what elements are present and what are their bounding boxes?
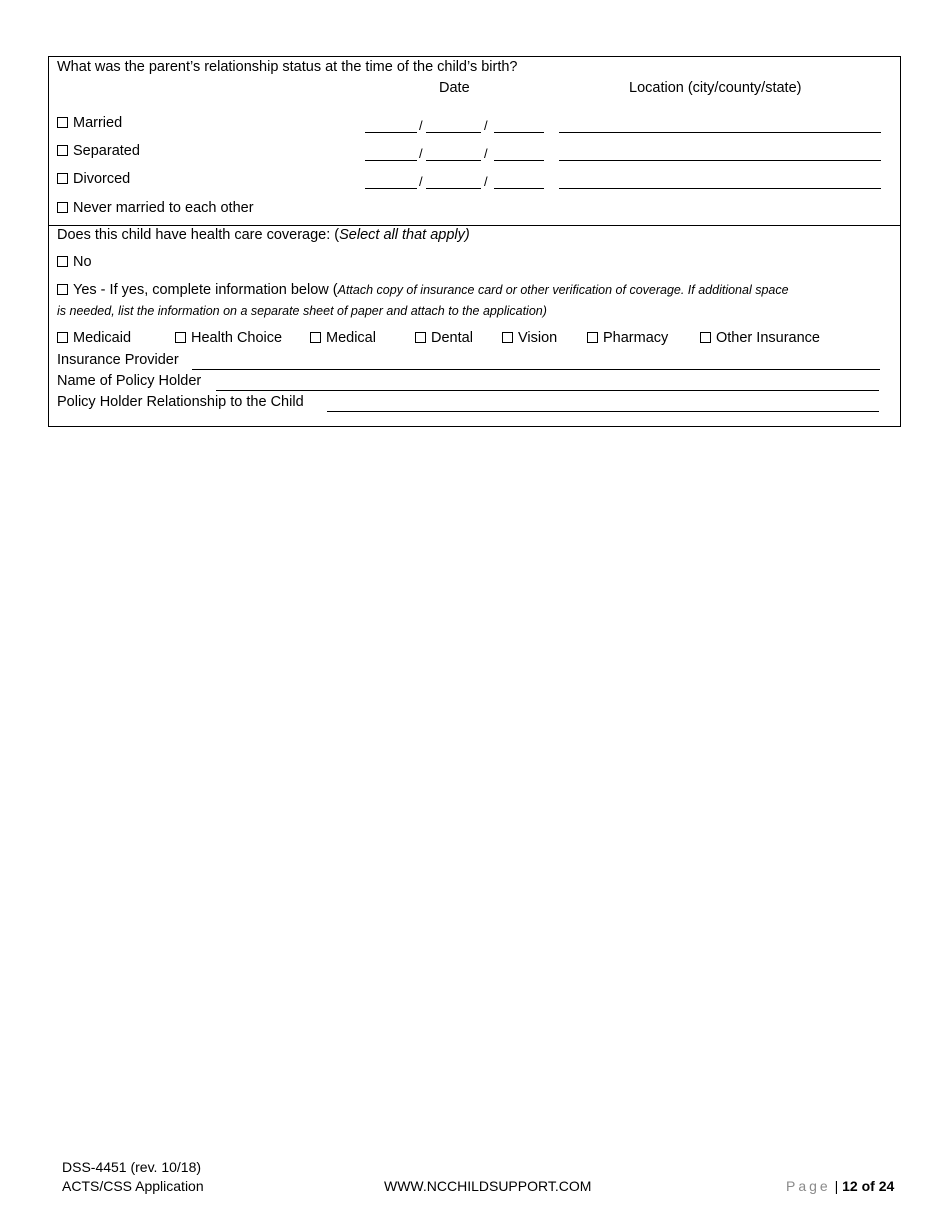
policy-relationship-label: Policy Holder Relationship to the Child xyxy=(57,394,304,410)
separated-location-field[interactable] xyxy=(559,160,881,161)
policy-holder-label: Name of Policy Holder xyxy=(57,373,202,389)
date-column-header: Date xyxy=(439,80,470,96)
pharmacy-checkbox[interactable] xyxy=(587,332,598,343)
divorced-date-month-field[interactable] xyxy=(365,188,417,189)
medicaid-option[interactable] xyxy=(57,330,131,346)
coverage-no-label: No xyxy=(73,254,92,270)
never-married-option[interactable] xyxy=(57,200,254,216)
vision-option[interactable] xyxy=(502,330,557,346)
separated-date-month-field[interactable] xyxy=(365,160,417,161)
form-number: DSS-4451 (rev. 10/18) xyxy=(62,1159,202,1175)
separated-checkbox[interactable] xyxy=(57,145,68,156)
date-separator: / xyxy=(484,146,488,161)
location-column-header: Location (city/county/state) xyxy=(629,80,802,96)
divorced-label: Divorced xyxy=(73,171,131,187)
coverage-question-text: Does this child have health care coverage: ( xyxy=(57,227,340,243)
section-divider xyxy=(49,225,900,226)
divorced-date-year-field[interactable] xyxy=(494,188,544,189)
divorced-checkbox[interactable] xyxy=(57,173,68,184)
dental-checkbox[interactable] xyxy=(415,332,426,343)
coverage-question xyxy=(57,227,470,243)
other-insurance-label: Other Insurance xyxy=(716,330,820,346)
date-separator: / xyxy=(419,146,423,161)
coverage-no-checkbox[interactable] xyxy=(57,256,68,267)
never-married-label: Never married to each other xyxy=(73,200,254,216)
date-separator: / xyxy=(419,174,423,189)
vision-checkbox[interactable] xyxy=(502,332,513,343)
medical-checkbox[interactable] xyxy=(310,332,321,343)
dental-option[interactable] xyxy=(415,330,473,346)
policy-holder-field[interactable] xyxy=(216,390,879,391)
married-option[interactable] xyxy=(57,115,122,131)
medical-option[interactable] xyxy=(310,330,376,346)
website-link[interactable]: WWW.NCCHILDSUPPORT.COM xyxy=(384,1178,592,1194)
pharmacy-label: Pharmacy xyxy=(603,330,669,346)
page-indicator xyxy=(786,1178,894,1194)
divorced-option[interactable] xyxy=(57,171,130,187)
separated-date-year-field[interactable] xyxy=(494,160,544,161)
coverage-yes-label: Yes - If yes, complete information below ( xyxy=(73,282,338,298)
married-date-month-field[interactable] xyxy=(365,132,417,133)
relationship-question: What was the parent’s relationship status at the time of the child’s birth? xyxy=(57,59,518,75)
coverage-question-italic: Select all that apply) xyxy=(339,227,470,243)
page-number: 12 of 24 xyxy=(842,1178,895,1194)
health-choice-option[interactable] xyxy=(175,330,282,346)
form-name: ACTS/CSS Application xyxy=(62,1178,204,1194)
vision-label: Vision xyxy=(518,330,558,346)
health-choice-checkbox[interactable] xyxy=(175,332,186,343)
never-married-checkbox[interactable] xyxy=(57,202,68,213)
other-insurance-option[interactable] xyxy=(700,330,820,346)
separated-option[interactable] xyxy=(57,143,140,159)
divorced-location-field[interactable] xyxy=(559,188,881,189)
pharmacy-option[interactable] xyxy=(587,330,668,346)
divorced-date-day-field[interactable] xyxy=(426,188,481,189)
married-location-field[interactable] xyxy=(559,132,881,133)
date-separator: / xyxy=(484,174,488,189)
medicaid-label: Medicaid xyxy=(73,330,132,346)
other-insurance-checkbox[interactable] xyxy=(700,332,711,343)
health-choice-label: Health Choice xyxy=(191,330,283,346)
medicaid-checkbox[interactable] xyxy=(57,332,68,343)
page-word: Page xyxy=(786,1178,831,1194)
coverage-yes-note-line1: Attach copy of insurance card or other verification of coverage. If additional space xyxy=(337,283,789,297)
page-separator: | xyxy=(834,1178,839,1194)
married-checkbox[interactable] xyxy=(57,117,68,128)
separated-label: Separated xyxy=(73,143,140,159)
coverage-yes-checkbox[interactable] xyxy=(57,284,68,295)
married-date-day-field[interactable] xyxy=(426,132,481,133)
form-section xyxy=(48,56,901,427)
coverage-yes-note-line2: is needed, list the information on a separate sheet of paper and attach to the application) xyxy=(57,304,547,318)
date-separator: / xyxy=(484,118,488,133)
married-label: Married xyxy=(73,115,123,131)
insurance-provider-field[interactable] xyxy=(192,369,880,370)
married-date-year-field[interactable] xyxy=(494,132,544,133)
date-separator: / xyxy=(419,118,423,133)
policy-relationship-field[interactable] xyxy=(327,411,879,412)
separated-date-day-field[interactable] xyxy=(426,160,481,161)
dental-label: Dental xyxy=(431,330,473,346)
medical-label: Medical xyxy=(326,330,376,346)
coverage-yes-option[interactable] xyxy=(57,282,789,298)
insurance-provider-label: Insurance Provider xyxy=(57,352,179,368)
coverage-no-option[interactable] xyxy=(57,254,92,270)
